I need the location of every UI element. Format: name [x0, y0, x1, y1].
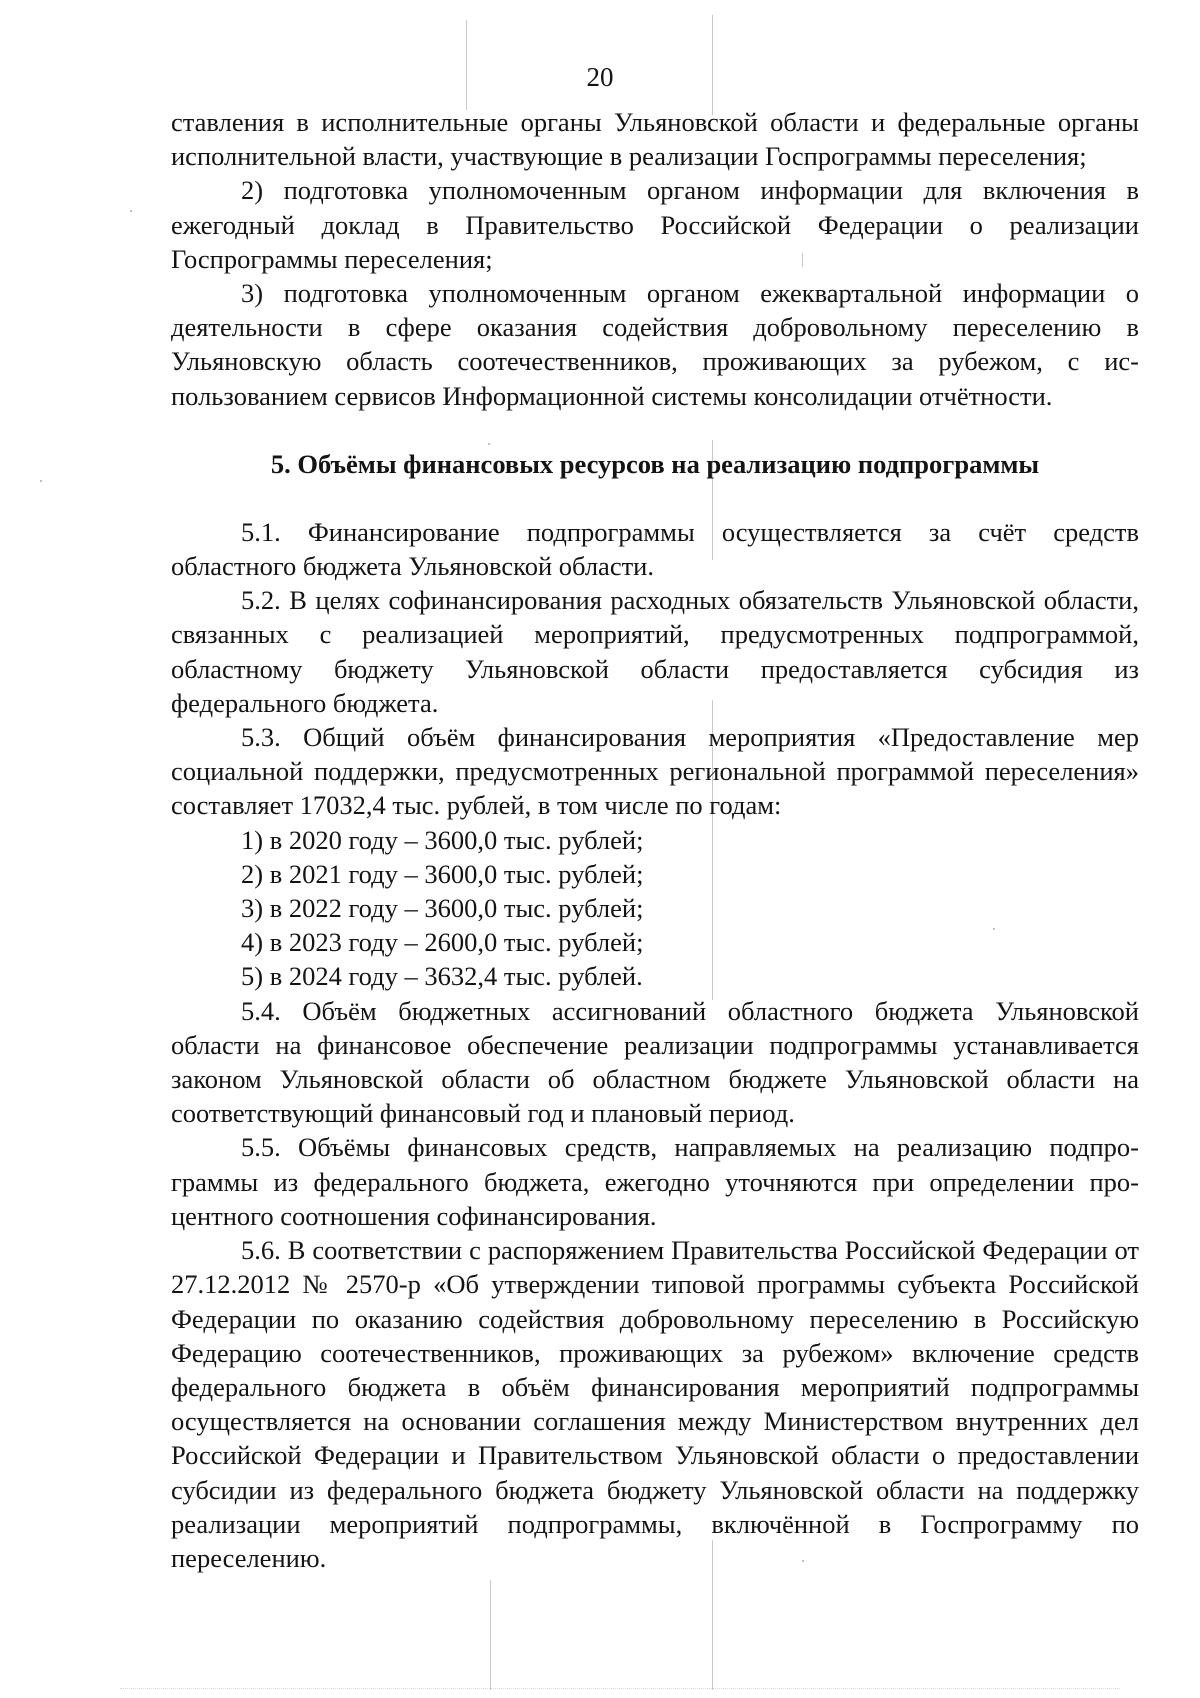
funding-year-item: 1) в 2020 году – 3600,0 тыс. рублей;: [241, 824, 644, 855]
paragraph-5-4: 5.4. Объём бюджетных ассигнований областного бюджета Ульяновской области на финансовое обеспечение реализации подпрограммы устанавливается законом Ульяновской области об областном бюджете Ульяновской области на соответствующий финансовый год и плановый период.: [171, 995, 1139, 1129]
funding-year-item: 3) в 2022 году – 3600,0 тыс. рублей;: [241, 893, 644, 924]
scan-artifact-line: [490, 1580, 491, 1690]
paragraph-item-3: 3) подготовка уполномоченным органом ежеквартальной информации о деятельности в сфере оказания содействия добровольному переселению в Ульяновскую область соотечественников, проживающих за рубежом, с использованием сервисов Информационной системы консолидации отчётности.: [171, 278, 1139, 411]
paragraph-5-2: 5.2. В целях софинансирования расходных обязательств Ульяновской области, связанных с реализацией мероприятий, предусмотренных подпрограммой, областному бюджету Ульяновской области предоставляется субсидия из федерального бюджета.: [171, 585, 1139, 718]
paragraph-item-2: 2) подготовка уполномоченным органом информации для включения в ежегодный доклад в Правительство Российской Федерации о реализации Госпрограммы переселения;: [171, 175, 1139, 274]
paragraph-5-3: 5.3. Общий объём финансирования мероприятия «Предоставление мер социальной поддержки, предусмотренных региональной программой переселения» составляет 17032,4 тыс. рублей, в том числе по годам:: [171, 722, 1139, 821]
section-heading: 5. Объёмы финансовых ресурсов на реализацию подпрограммы: [270, 448, 1040, 479]
page-number: 20: [586, 62, 614, 92]
funding-year-item: 2) в 2021 году – 3600,0 тыс. рублей;: [241, 858, 644, 889]
spacer: [171, 413, 1139, 447]
scan-artifact-edge: [120, 1688, 1120, 1690]
funding-by-year-list: [171, 823, 1139, 994]
funding-year-item: 5) в 2024 году – 3632,4 тыс. рублей.: [241, 961, 643, 992]
paragraph-5-5: 5.5. Объёмы финансовых средств, направляемых на реализацию подпрограммы из федерального бюджета, ежегодно уточняются при определении процентного соотношения софинансирования.: [171, 1132, 1139, 1231]
paragraph-5-6: 5.6. В соответствии с распоряжением Правительства Российской Федерации от 27.12.2012 № 2570-р «Об утверждении типовой программы субъекта Российской Федерации по оказанию содействия добровольному переселению в Российскую Федерацию соотечественников, проживающих за рубежом» включение средств федерального бюджета в объём финансирования мероприятий подпрограммы осуществляется на основании соглашения между Министерством внутренних дел Российской Федерации и Правительством Ульяновской области о предоставлении субсидии из федерального бюджета бюджету Ульяновской области на поддержку реализации мероприятий подпрограммы, включённой в Госпрограмму по переселению.: [171, 1235, 1139, 1573]
document-body: [171, 105, 1139, 1575]
scan-artifact-dot: [130, 210, 132, 212]
spacer: [171, 481, 1139, 515]
funding-year-item: 4) в 2023 году – 2600,0 тыс. рублей;: [241, 927, 644, 958]
scan-artifact-dot: [40, 480, 42, 482]
paragraph-5-1: 5.1. Финансирование подпрограммы осуществляется за счёт средств областного бюджета Ульяновской области.: [171, 516, 1139, 582]
paragraph-continuation: ставления в исполнительные органы Ульяновской области и федеральные органы исполнительной власти, участвующие в реализации Госпрограммы переселения;: [171, 107, 1139, 172]
